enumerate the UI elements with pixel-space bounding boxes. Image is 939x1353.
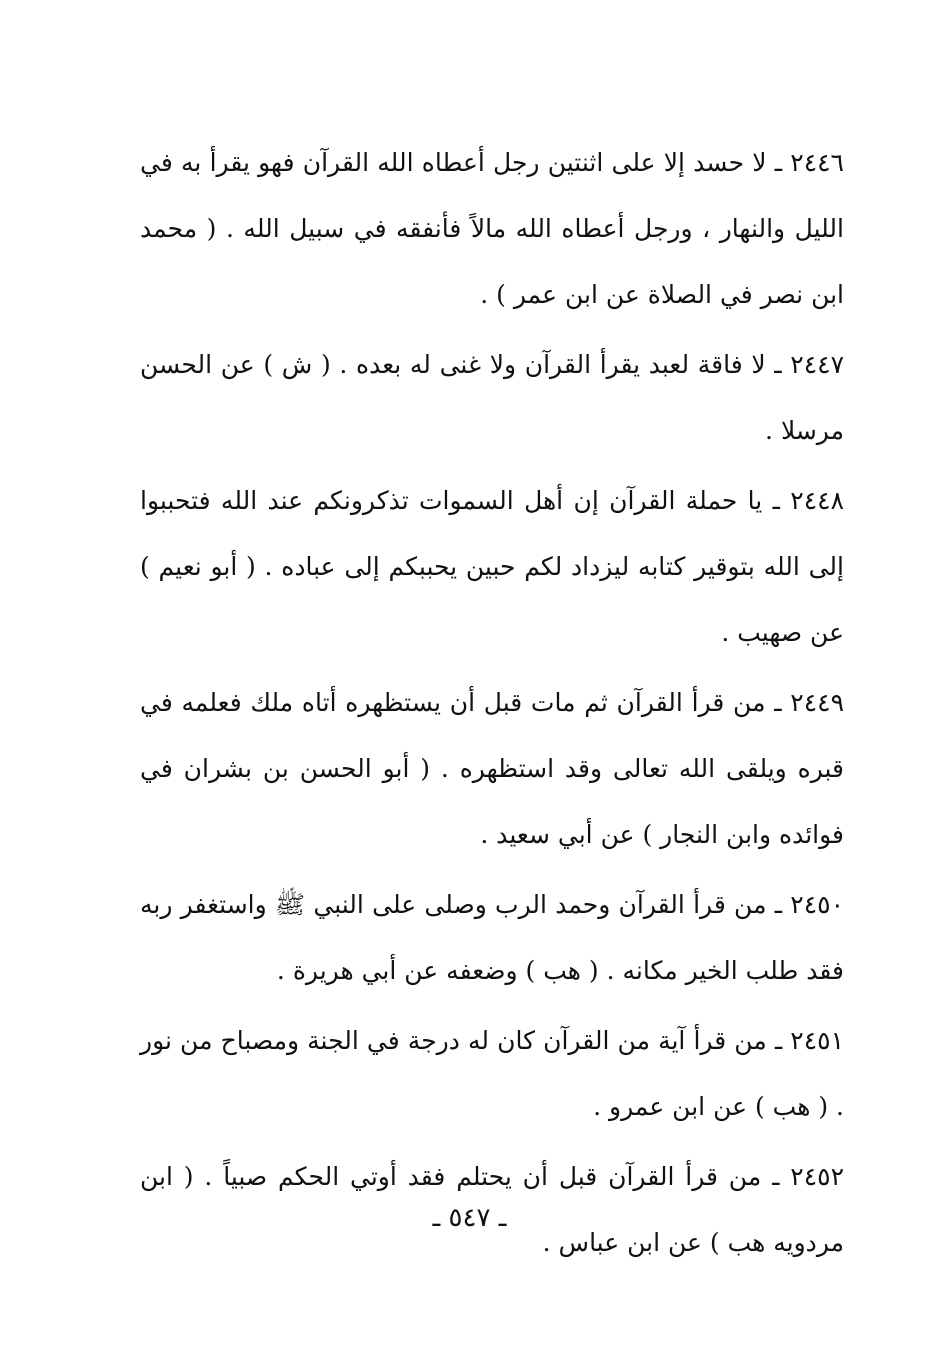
- entry-number: ٢٤٤٦: [790, 148, 844, 177]
- entry-text: ـ من قرأ القرآن قبل أن يحتلم فقد أوتي الحكم صبياً . ( ابن مردويه هب ) عن ابن عباس .: [140, 1162, 844, 1257]
- entry-number: ٢٤٤٩: [790, 688, 844, 717]
- entry-text: ـ يا حملة القرآن إن أهل السموات تذكرونكم عند الله فتحببوا إلى الله بتوقير كتابه ليزداد لكم حبين يحببكم إلى عباده . ( أبو نعيم ) عن صهيب .: [140, 486, 844, 647]
- entry-number: ٢٤٤٨: [790, 486, 844, 515]
- page-number: ـ ٥٤٧ ـ: [432, 1203, 507, 1233]
- entry-text: ـ من قرأ القرآن وحمد الرب وصلى على النبي ﷺ واستغفر ربه فقد طلب الخير مكانه . ( هب ) وضعفه عن أبي هريرة .: [140, 890, 844, 985]
- page-body: [140, 130, 844, 1280]
- entry-text: ـ من قرأ القرآن ثم مات قبل أن يستظهره أتاه ملك فعلمه في قبره ويلقى الله تعالى وقد استظهره . ( أبو الحسن بن بشران في فوائده وابن النجار ) عن أبي سعيد .: [140, 688, 844, 849]
- entry-number: ٢٤٥٢: [790, 1162, 844, 1191]
- hadith-entry-2449: [140, 670, 844, 868]
- hadith-entry-2447: [140, 332, 844, 464]
- hadith-entry-2446: [140, 130, 844, 328]
- hadith-entry-2451: [140, 1008, 844, 1140]
- entry-text: ـ لا حسد إلا على اثنتين رجل أعطاه الله القرآن فهو يقرأ به في الليل والنهار ، ورجل أعطاه الله مالاً فأنفقه في سبيل الله . ( محمد ابن نصر في الصلاة عن ابن عمر ) .: [140, 148, 844, 309]
- entry-number: ٢٤٥١: [790, 1026, 844, 1055]
- hadith-entry-2450: [140, 872, 844, 1004]
- entry-number: ٢٤٥٠: [790, 890, 844, 919]
- entry-text: ـ لا فاقة لعبد يقرأ القرآن ولا غنى له بعده . ( ش ) عن الحسن مرسلا .: [140, 350, 844, 445]
- entry-text: ـ من قرأ آية من القرآن كان له درجة في الجنة ومصباح من نور . ( هب ) عن ابن عمرو .: [140, 1026, 844, 1121]
- entry-number: ٢٤٤٧: [790, 350, 845, 379]
- hadith-entry-2448: [140, 468, 844, 666]
